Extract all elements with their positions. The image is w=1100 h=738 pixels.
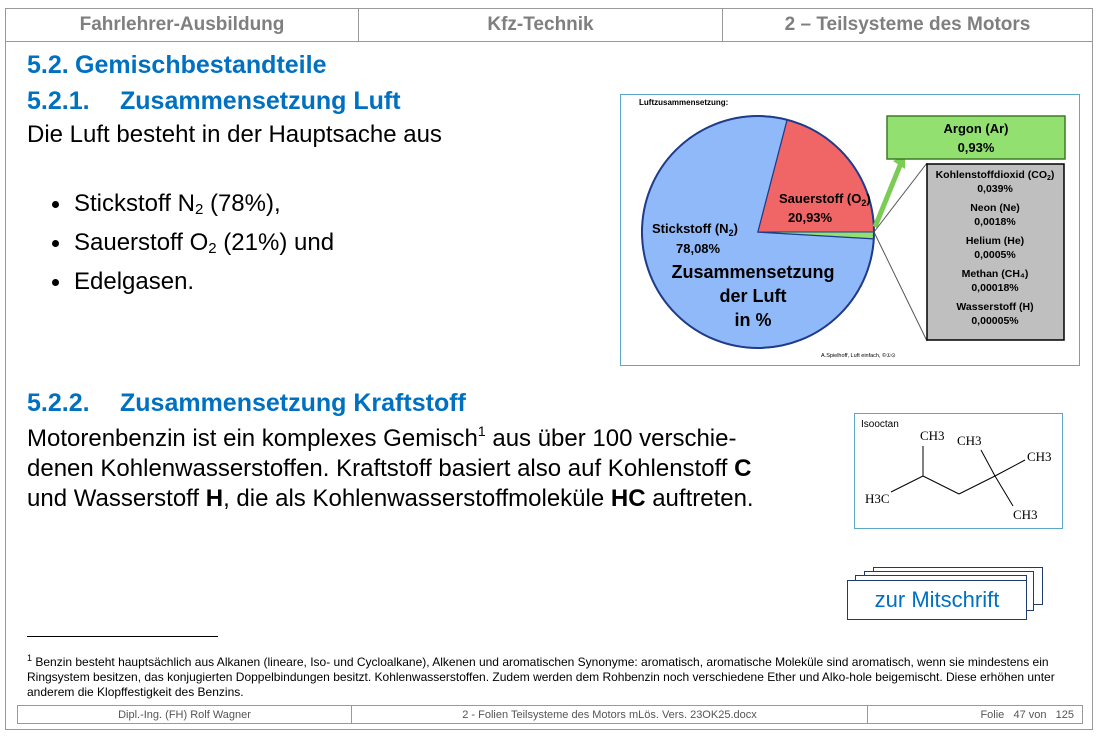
pie-center-title-1: Zusammensetzung: [671, 262, 835, 282]
other-gas-value: 0,00005%: [971, 315, 1019, 327]
methyl-group-label: CH3: [957, 433, 982, 448]
subsection-title-air: Zusammensetzung Luft: [120, 87, 401, 115]
subsection-number-air: 5.2.1.: [27, 87, 90, 115]
other-gas-label: Helium (He): [965, 235, 1025, 247]
isooctane-skeletal-formula: [855, 414, 1062, 528]
subsection-heading-air: [27, 87, 401, 116]
header-course: Fahrlehrer-Ausbildung: [6, 9, 359, 41]
mitschrift-button-label[interactable]: zur Mitschrift: [847, 580, 1027, 620]
mitschrift-button[interactable]: [846, 566, 1046, 624]
footnote-mark: 1: [27, 653, 33, 663]
header-subject: Kfz-Technik: [359, 9, 723, 41]
pie-center-title-3: in %: [734, 310, 772, 330]
air-intro-text: Die Luft besteht in der Hauptsache aus: [27, 121, 442, 148]
footer-author: Dipl.-Ing. (FH) Rolf Wagner: [18, 706, 352, 723]
others-connector-bottom: [874, 232, 927, 341]
isooctane-bonds: [891, 446, 1025, 506]
isooctane-caption: Isooctan: [861, 419, 899, 430]
footnote: [27, 655, 1067, 700]
footnote-reference: 1: [477, 423, 486, 439]
footnote-separator: [27, 636, 218, 637]
other-gas-label: Neon (Ne): [970, 202, 1020, 214]
other-gas-label: Wasserstoff (H): [956, 301, 1034, 313]
other-gas-value: 0,0018%: [974, 216, 1016, 228]
other-gas-value: 0,039%: [977, 183, 1013, 195]
fuel-text-line-1: Motorenbenzin ist ein komplexes Gemisch$^1$ aus über 100 verschie-: [27, 423, 737, 452]
others-connector-top: [874, 163, 927, 232]
pie-center-title-2: der Luft: [719, 286, 787, 306]
subsection-number-fuel: 5.2.2.: [27, 389, 90, 417]
section-title: Gemischbestandteile: [75, 51, 327, 79]
list-item: Sauerstoff $O_2$ (21%) und: [50, 226, 334, 265]
footer-page-number: Folie 47 von 125: [980, 708, 1074, 721]
header-chapter: 2 – Teilsysteme des Motors: [784, 14, 1031, 35]
slice-value-oxygen: 20,93%: [788, 210, 833, 225]
other-gas-value: 0,0005%: [974, 249, 1016, 261]
page-header: [5, 8, 1093, 42]
section-number: 5.2.: [27, 51, 69, 79]
subsection-heading-fuel: [27, 389, 466, 418]
methyl-group-label: CH3: [1027, 449, 1052, 464]
methyl-group-label: CH3: [1013, 507, 1038, 522]
isooctane-structure-figure: [854, 413, 1063, 529]
footer-filename: 2 - Folien Teilsysteme des Motors mLös. Vers. 23OK25.docx: [352, 706, 868, 723]
list-item: Stickstoff $N_2$ (78%),: [50, 187, 334, 226]
pie-caption: Luftzusammensetzung:: [639, 98, 729, 107]
other-gas-label: Methan (CH₄): [961, 268, 1029, 280]
section-heading: [27, 51, 326, 80]
argon-label: Argon (Ar): [943, 121, 1009, 136]
slice-label-oxygen: Sauerstoff $(O_2)$: [779, 191, 871, 208]
fuel-text-line-3: und Wasserstoff H, die als Kohlenwasserstoffmoleküle HC auftreten.: [27, 485, 754, 512]
methyl-group-label: H3C: [865, 491, 890, 506]
footnote-text: Benzin besteht hauptsächlich aus Alkanen (lineare, Iso- und Cycloalkane), Alkenen und aromatischen Synonyme: aromatisch, aromatische Moleküle sind aromatisch, wenn sie mindestens ein Ringsystem besitzen, das konjugierten Doppelbindungen besitzt. Kohlenwasserstoffen. Zudem werden dem Rohbenzin noch verschiedene Ether und Alko-hole beigemischt. Diese erhöhen unter anderem die Klopffestigkeit des Benzins.: [27, 655, 1055, 699]
list-item: Edelgasen.: [50, 265, 334, 304]
fuel-text-line-2: denen Kohlenwasserstoffen. Kraftstoff basiert also auf Kohlenstoff C: [27, 455, 752, 482]
argon-callout-arrow: [875, 163, 901, 227]
other-gas-label: Kohlenstoffdioxid (CO2): [935, 169, 1055, 182]
slice-label-nitrogen: Stickstoff $(N_2)$: [652, 221, 738, 238]
other-gas-value: 0,00018%: [971, 282, 1019, 294]
subsection-title-fuel: Zusammensetzung Kraftstoff: [120, 389, 466, 417]
air-composition-figure: [620, 94, 1080, 366]
slice-value-nitrogen: 78,08%: [676, 241, 721, 256]
air-components-list: [50, 187, 334, 304]
methyl-group-label: CH3: [920, 428, 945, 443]
pie-credit: A.Spielhoff, Luft einfach, ©①⊙: [821, 353, 896, 359]
argon-value: 0,93%: [957, 140, 995, 155]
page-footer: [17, 705, 1083, 724]
air-composition-pie-chart: [621, 95, 1079, 365]
